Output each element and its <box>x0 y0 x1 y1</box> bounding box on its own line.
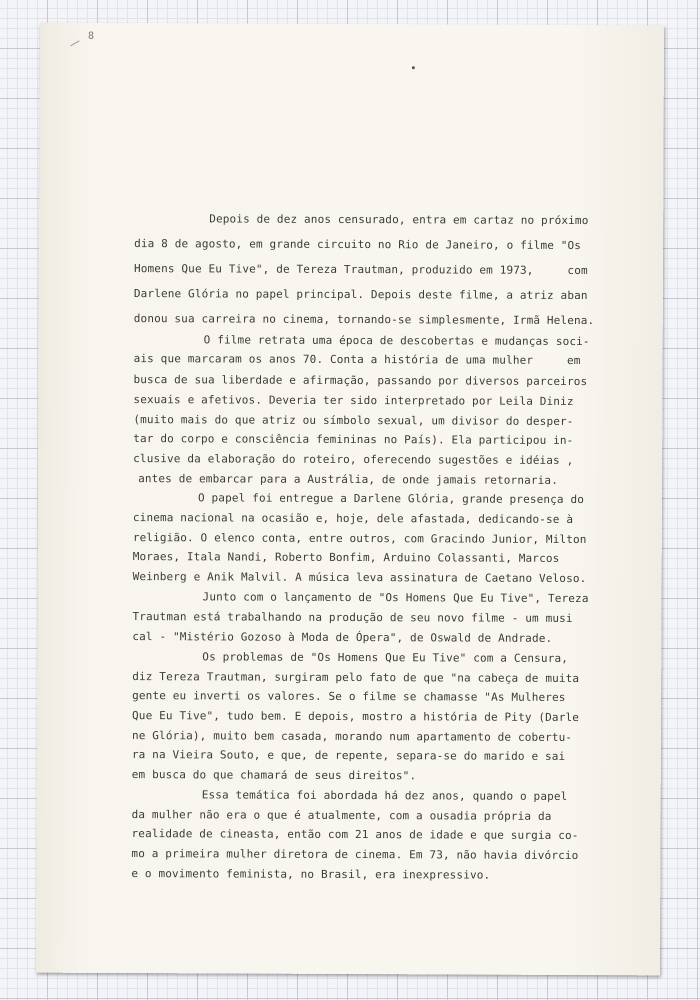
text-line: cal - "Mistério Gozoso à Moda de Ópera", de Oswald de Andrade. <box>132 630 553 645</box>
text-line: da mulher não era o que é atualmente, com a ousadia própria da <box>131 808 552 823</box>
text-line: Homens Que Eu Tive", de Tereza Trautman, produzido em 1973, com <box>133 262 588 278</box>
text-line: busca de sua liberdade e afirmação, passando por diversos parceiros <box>133 373 588 389</box>
text-line: ais que marcaram os anos 70. Conta a história de uma mulher em <box>133 352 581 368</box>
text-line: tar do corpo e consciência femininas no País). Ela participou in- <box>133 432 574 447</box>
text-line: O filme retrata uma época de descobertas e mudanças soci- <box>203 333 590 349</box>
text-line: Essa temática foi abordada há dez anos, quando o papel <box>201 788 568 803</box>
typewritten-sheet <box>36 23 664 976</box>
text-line: e o movimento feminista, no Brasil, era inexpressivo. <box>131 867 491 882</box>
text-line: mo a primeira mulher diretora de cinema. Em 73, não havia divórcio <box>131 847 579 863</box>
text-line: antes de embarcar para a Austrália, de onde jamais retornaria. <box>138 472 559 487</box>
text-line: diz Tereza Trautman, surgiram pelo fato de que "na cabeça de muita <box>132 670 580 686</box>
text-line: ne Glória), muito bem casada, morando num apartamento de cobertu- <box>131 729 573 744</box>
text-line: em busca do que chamará de seus direitos". <box>131 768 417 783</box>
text-line: cinema nacional na ocasião e, hoje, dele afastada, dedicando-se à <box>132 511 574 526</box>
text-line: sexuais e afetivos. Deveria ter sido interpretado por Leila Diniz <box>133 393 574 408</box>
text-line: ra na Vieira Souto, e que, de repente, separa-se do marido e sai <box>131 748 566 763</box>
ink-dot-mark <box>412 66 415 69</box>
text-line: Depois de dez anos censurado, entra em cartaz no próximo <box>209 212 589 228</box>
text-line: clusive da elaboração do roteiro, oferecendo sugestões e idéias , <box>133 452 574 467</box>
text-line: gente eu inverti os valores. Se o filme se chamasse "As Mulheres <box>132 689 566 704</box>
text-line: O papel foi entregue a Darlene Glória, grande presença do <box>197 491 585 507</box>
text-line: Darlene Glória no papel principal. Depois deste filme, a atriz aban <box>133 287 588 303</box>
text-line: religião. O elenco conta, entre outros, com Gracindo Junior, Milton <box>132 531 587 547</box>
corner-mark: 8 <box>87 30 95 42</box>
text-line: (muito mais do que atriz ou símbolo sexual, um divisor do desper- <box>133 413 574 428</box>
text-line: Os problemas de "Os Homens Que Eu Tive" com a Censura, <box>202 650 569 665</box>
text-line: Weinberg e Anik Malvil. A música leva assinatura de Caetano Veloso. <box>132 570 587 586</box>
text-line: realidade de cineasta, então com 21 anos de idade e que surgia co- <box>131 827 579 843</box>
text-line: Que Eu Tive", tudo bem. E depois, mostro a história de Pity (Darle <box>132 709 580 725</box>
text-line: Trautman está trabalhando na produção de seu novo filme - um musi <box>132 610 573 625</box>
text-line: dia 8 de agosto, em grande circuito no Rio de Janeiro, o filme "Os <box>134 237 582 253</box>
text-line: Moraes, Itala Nandi, Roberto Bonfim, Arduino Colassanti, Marcos <box>132 550 560 565</box>
text-line: Junto com o lançamento de "Os Homens Que Eu Tive", Tereza <box>202 590 589 606</box>
text-line: donou sua carreira no cinema, tornando-se simplesmente, Irmã Helena. <box>133 312 595 328</box>
pencil-dash-mark <box>70 40 79 46</box>
